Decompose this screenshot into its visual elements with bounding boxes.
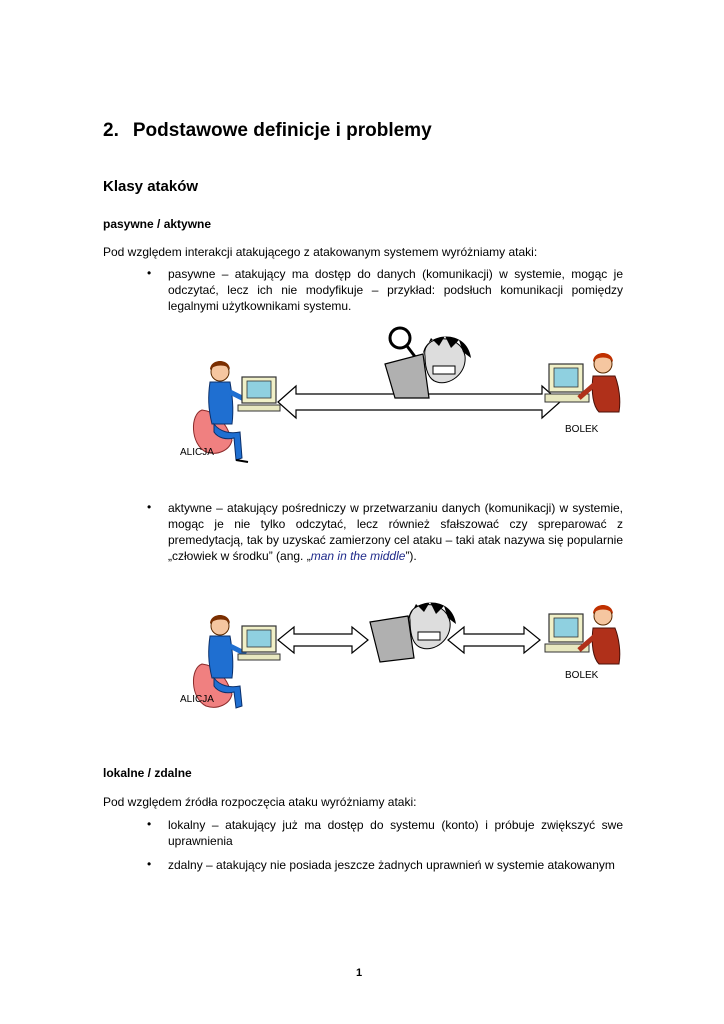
bullet-active <box>168 500 623 564</box>
bullet-marker: • <box>147 266 152 280</box>
alice-label: ALICJA <box>180 447 214 458</box>
heading-passive-active-text: pasywne / aktywne <box>103 217 212 231</box>
bob-label: BOLEK <box>565 670 599 681</box>
attacker-figure <box>370 602 456 662</box>
heading-passive-active <box>103 217 211 231</box>
passive-attack-diagram <box>180 322 625 467</box>
bullet-marker: • <box>147 817 152 831</box>
heading-local-remote <box>103 766 192 780</box>
intro-paragraph-1: Pod względem interakcji atakującego z atakowanym systemem wyróżniamy ataki: <box>103 245 538 259</box>
left-bidirectional-arrow <box>278 627 368 653</box>
section-heading <box>103 120 432 142</box>
intro-paragraph-2: Pod względem źródła rozpoczęcia ataku wyróżniamy ataki: <box>103 795 417 809</box>
bullet-remote: zdalny – atakujący nie posiada jeszcze żadnych uprawnień w systemie atakowanym <box>168 858 615 872</box>
subtitle <box>103 178 198 195</box>
page-number: 1 <box>356 967 363 979</box>
bullet-active-text: aktywne – atakujący pośredniczy w przetwarzaniu danych (komunikacji) w systemie, mogąc je nie tylko odczytać, lecz również sfałszować czy spreparować z premedytacją, tak by uzyskać zamierzony cel ataku – taki atak nazywa się popularnie „człowiek w środku” (ang. „ <box>168 501 623 563</box>
right-bidirectional-arrow <box>448 627 540 653</box>
eavesdropper-figure <box>385 328 471 398</box>
bullet-marker: • <box>147 857 152 871</box>
section-title: Podstawowe definicje i problemy <box>132 120 432 141</box>
bullet-local: lokalny – atakujący już ma dostęp do systemu (konto) i próbuje zwiększyć swe uprawnienia <box>168 818 623 848</box>
bullet-marker: • <box>147 500 152 514</box>
subtitle-text: Klasy ataków <box>103 178 199 195</box>
section-number: 2. <box>103 120 119 141</box>
bob-label: BOLEK <box>565 424 599 435</box>
bullet-active-text-end: ”). <box>405 549 417 563</box>
alice-computer-icon <box>238 626 280 660</box>
heading-local-remote-text: lokalne / zdalne <box>103 766 192 780</box>
active-attack-diagram <box>180 600 625 715</box>
alice-label: ALICJA <box>180 694 214 705</box>
alice-computer-icon <box>238 377 280 411</box>
bob-figure <box>579 605 620 664</box>
bob-figure <box>579 353 620 412</box>
bullet-active-emphasis: man in the middle <box>310 549 406 563</box>
bullet-passive: pasywne – atakujący ma dostęp do danych (komunikacji) w systemie, mogąc je odczytać, lecz ich nie modyfikuje – przykład: podsłuch komunikacji pomiędzy legalnymi użytkownikami systemu. <box>168 267 623 313</box>
